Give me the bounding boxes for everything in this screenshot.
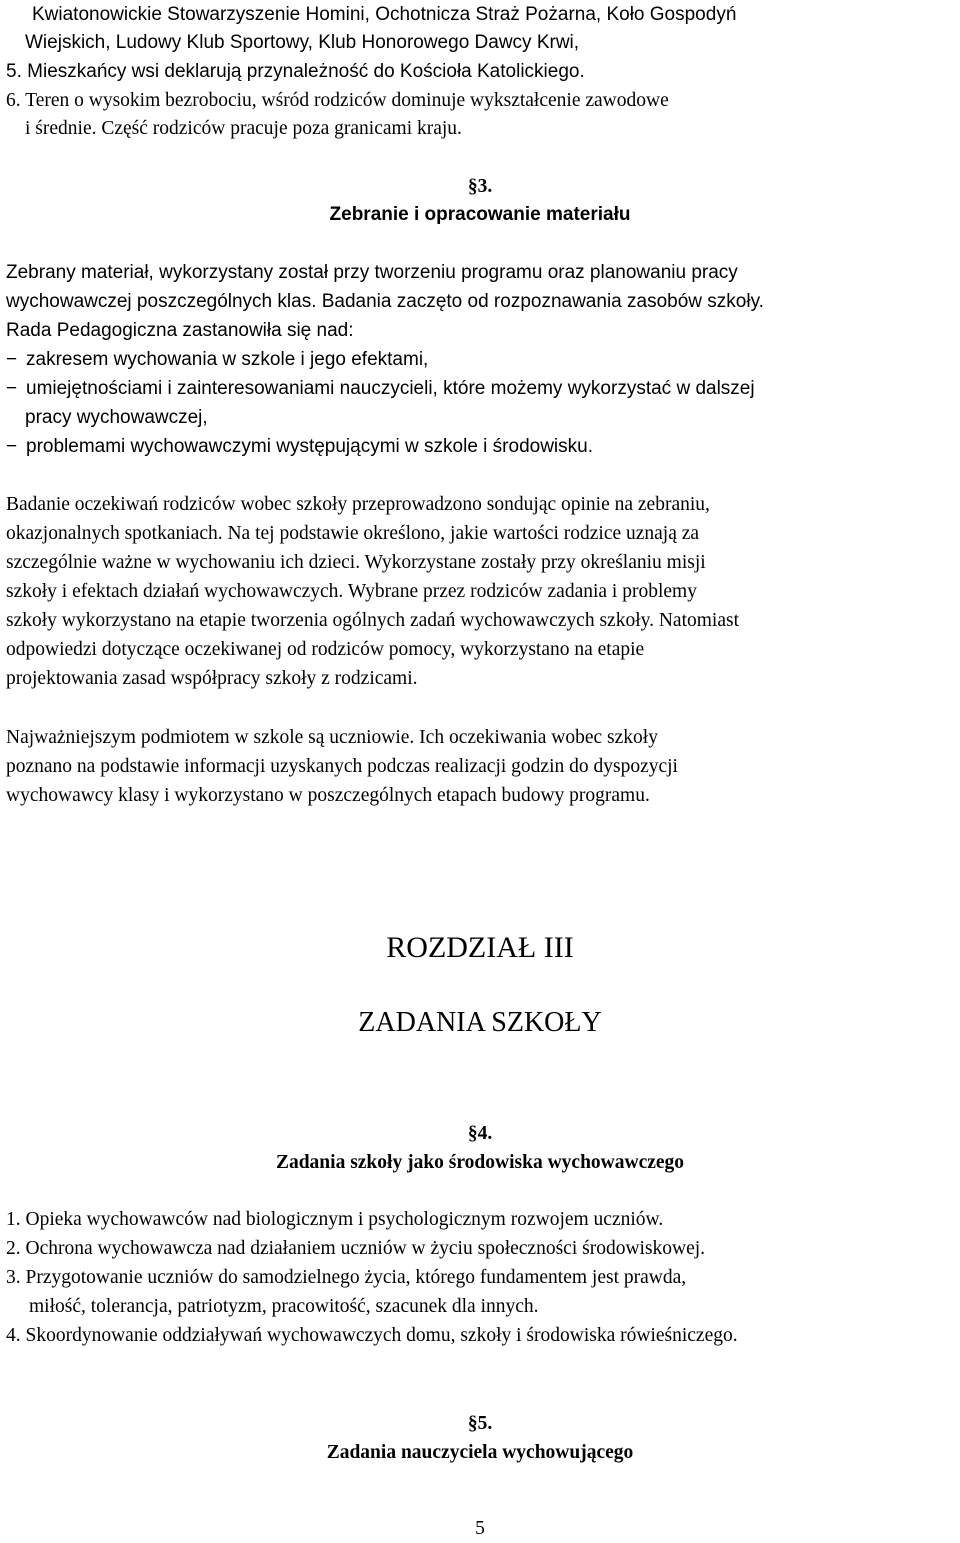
chapter-title: ROZDZIAŁ III	[386, 931, 574, 964]
list-item-text: Kwiatonowickie Stowarzyszenie Homini, Ochotnicza Straż Pożarna, Koło Gospodyń	[32, 4, 737, 25]
paragraph-line: wychowawczej poszczególnych klas. Badania zaczęto od rozpoznawania zasobów szkoły.	[6, 291, 764, 312]
list-item-text: Opieka wychowawców nad biologicznym i psychologicznym rozwojem uczniów.	[25, 1209, 664, 1230]
list-item	[6, 1205, 663, 1234]
paragraph-line: poznano na podstawie informacji uzyskanych podczas realizacji godzin do dyspozycji	[6, 756, 678, 777]
document-page	[6, 0, 954, 1543]
list-item-text: Teren o wysokim bezrobociu, wśród rodziców dominuje wykształcenie zawodowe	[25, 90, 669, 111]
list-item-text: i średnie. Część rodziców pracuje poza granicami kraju.	[25, 118, 462, 139]
page-number: 5	[475, 1518, 485, 1539]
list-item	[6, 86, 669, 115]
list-item	[6, 374, 755, 403]
list-item-text: umiejętnościami i zainteresowaniami nauczycieli, które możemy wykorzystać w dalszej	[26, 378, 755, 399]
list-item-text: zakresem wychowania w szkole i jego efektami,	[26, 349, 429, 370]
dash-bullet-icon: −	[6, 349, 18, 370]
list-item	[6, 345, 428, 374]
list-item-text: miłość, tolerancja, patriotyzm, pracowitość, szacunek dla innych.	[29, 1296, 539, 1317]
paragraph-line: odpowiedzi dotyczące oczekiwanej od rodziców pomocy, wykorzystano na etapie	[6, 639, 645, 660]
paragraph-line: Rada Pedagogiczna zastanowiła się nad:	[6, 320, 354, 341]
paragraph-line: Badanie oczekiwań rodziców wobec szkoły przeprowadzono sondując opinie na zebraniu,	[6, 494, 710, 515]
paragraph-line: szczególnie ważne w wychowaniu ich dzieci. Wykorzystane zostały przy określaniu misji	[6, 552, 706, 573]
list-item-text: Wiejskich, Ludowy Klub Sportowy, Klub Honorowego Dawcy Krwi,	[25, 32, 580, 53]
section-mark: §4.	[467, 1123, 493, 1144]
list-item-text: Ochrona wychowawcza nad działaniem uczniów w życiu społeczności środowiskowej.	[25, 1238, 706, 1259]
paragraph-line: projektowania zasad współpracy szkoły z rodzicami.	[6, 668, 418, 689]
list-item-text: Mieszkańcy wsi deklarują przynależność do Kościoła Katolickiego.	[27, 61, 585, 82]
list-item-number: 3.	[6, 1267, 21, 1288]
list-item-text: problemami wychowawczymi występującymi w szkole i środowisku.	[26, 436, 593, 457]
list-item-number: 1.	[6, 1209, 21, 1230]
paragraph-line: Najważniejszym podmiotem w szkole są uczniowie. Ich oczekiwania wobec szkoły	[6, 727, 658, 748]
list-item-number: 4.	[6, 1325, 21, 1346]
list-item	[6, 1263, 686, 1292]
paragraph-line: szkoły i efektach działań wychowawczych. Wybrane przez rodziców zadania i problemy	[6, 581, 697, 602]
paragraph-line: wychowawcy klasy i wykorzystano w poszczególnych etapach budowy programu.	[6, 785, 650, 806]
list-item-text: Przygotowanie uczniów do samodzielnego życia, którego fundamentem jest prawda,	[25, 1267, 687, 1288]
list-item-number: 6.	[6, 90, 21, 111]
dash-bullet-icon: −	[6, 436, 18, 457]
section-mark: §3.	[467, 176, 493, 197]
dash-bullet-icon: −	[6, 378, 18, 399]
section-mark: §5.	[467, 1413, 493, 1434]
list-item-text: Skoordynowanie oddziaływań wychowawczych domu, szkoły i środowiska rówieśniczego.	[25, 1325, 738, 1346]
section-title: Zebranie i opracowanie materiału	[329, 204, 631, 225]
chapter-subtitle: ZADANIA SZKOŁY	[358, 1007, 602, 1038]
paragraph-line: szkoły wykorzystano na etapie tworzenia ogólnych zadań wychowawczych szkoły. Natomiast	[6, 610, 739, 631]
list-item	[6, 432, 593, 461]
list-item	[6, 1321, 738, 1350]
list-item	[6, 57, 585, 86]
paragraph-line: Zebrany materiał, wykorzystany został przy tworzeniu programu oraz planowaniu pracy	[6, 262, 738, 283]
list-item	[6, 1234, 705, 1263]
list-item-number: 2.	[6, 1238, 21, 1259]
section-title: Zadania szkoły jako środowiska wychowawczego	[275, 1152, 685, 1173]
section-title: Zadania nauczyciela wychowującego	[326, 1442, 634, 1463]
paragraph-line: okazjonalnych spotkaniach. Na tej podstawie określono, jakie wartości rodzice uznają za	[6, 523, 700, 544]
list-item-number: 5.	[6, 61, 22, 82]
list-item-text: pracy wychowawczej,	[25, 407, 208, 428]
